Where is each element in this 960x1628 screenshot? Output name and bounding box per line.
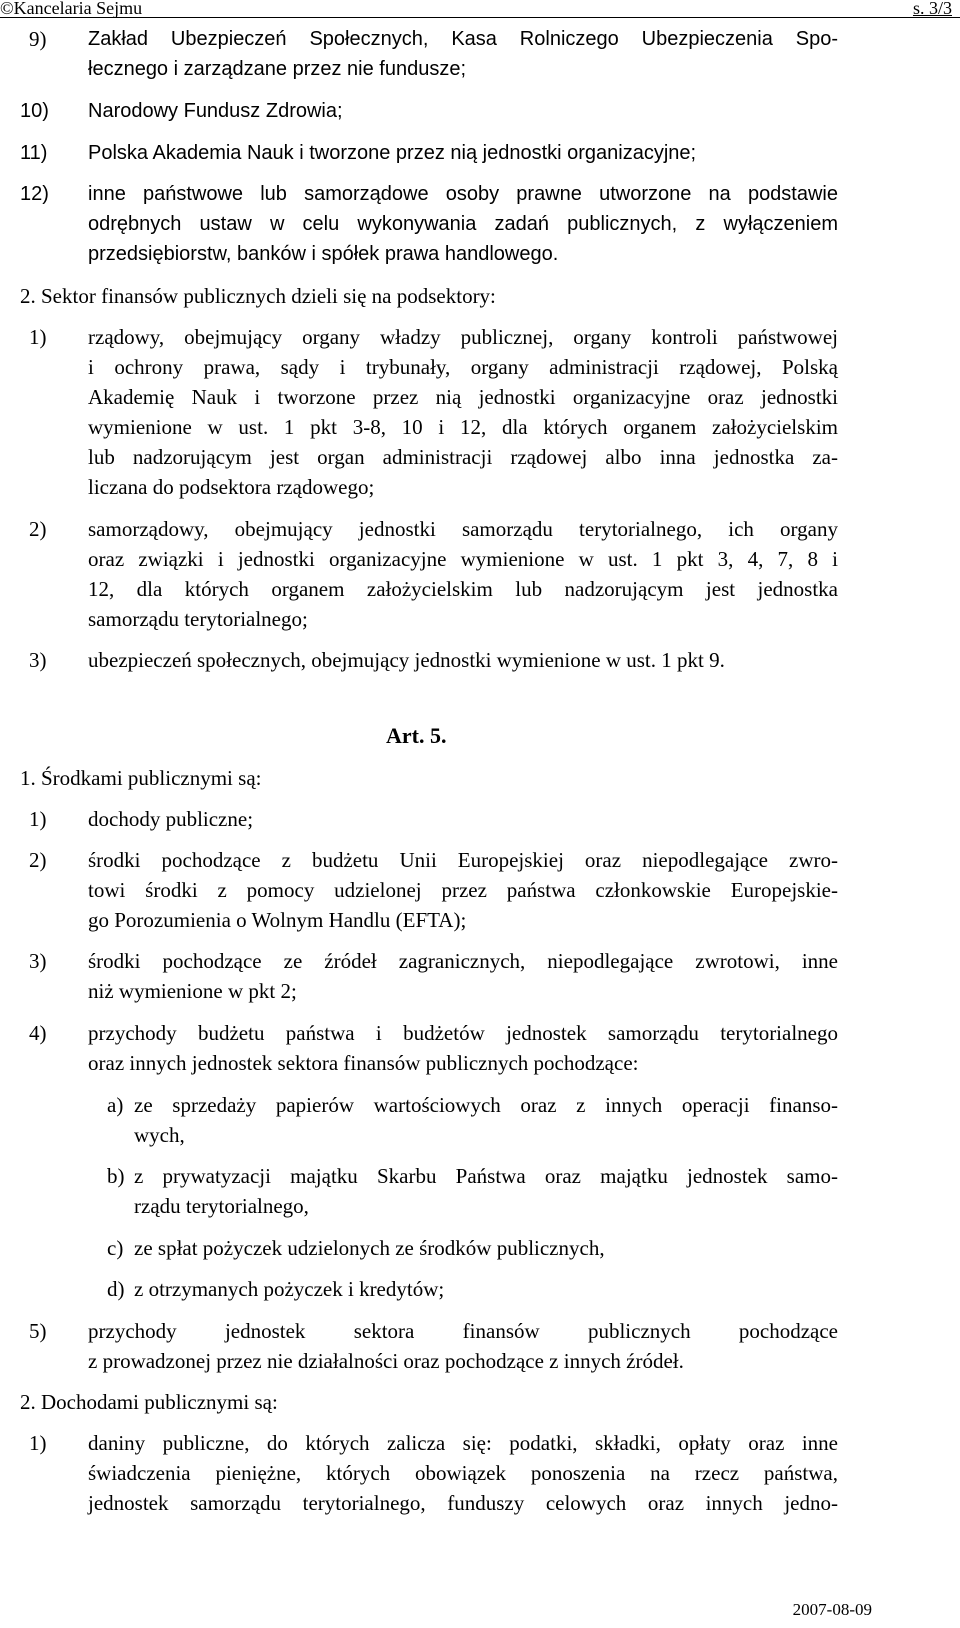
art5-pkt4-lit-b-num: b) <box>107 1164 125 1188</box>
art5-pkt3-line: niż wymienione w pkt 2; <box>88 979 297 1003</box>
art5-pkt4-line: przychody budżetu państwa i budżetów jednostek samorządu terytorialnego <box>88 1021 838 1045</box>
art5-pkt2-line: towi środki z pomocy udzielonej przez państwa członkowskie Europejskie- <box>88 878 838 902</box>
art5-ust2-pkt1-line: świadczenia pieniężne, których obowiązek ponoszenia na rzecz państwa, <box>88 1461 838 1485</box>
art5-pkt4-lit-c-num: c) <box>107 1236 124 1260</box>
art4-pkt10-text: Narodowy Fundusz Zdrowia; <box>88 100 343 122</box>
art5-pkt4-lit-b-line: z prywatyzacji majątku Skarbu Państwa oraz majątku jednostek samo- <box>134 1164 838 1188</box>
art4-ust2-pkt1-line: i ochrony prawa, sądy i trybunały, organy administracji rządowej, Polską <box>88 355 838 379</box>
art5-pkt4-lit-d-num: d) <box>107 1277 125 1301</box>
art4-pkt9-num: 9) <box>29 27 47 51</box>
art5-pkt5-line: z prowadzonej przez nie działalności oraz pochodzące z innych źródeł. <box>88 1349 684 1373</box>
art4-pkt9-line1: Zakład Ubezpieczeń Społecznych, Kasa Rolniczego Ubezpieczenia Spo- <box>88 28 838 50</box>
header-source: ©Kancelaria Sejmu <box>0 0 143 18</box>
art5-pkt4-lit-a-line: ze sprzedaży papierów wartościowych oraz z innych operacji finanso- <box>134 1093 838 1117</box>
art4-ust2-pkt2-line: 12, dla których organem założycielskim lub nadzorującym jest jednostka <box>88 577 838 601</box>
art5-ust2-intro: 2. Dochodami publicznymi są: <box>20 1390 278 1414</box>
art5-ust2-pkt1-num: 1) <box>29 1431 47 1455</box>
art5-ust2-pkt1-line: jednostek samorządu terytorialnego, funduszy celowych oraz innych jedno- <box>88 1491 838 1515</box>
header-divider <box>0 17 960 18</box>
art5-pkt1-text: dochody publiczne; <box>88 807 254 831</box>
art4-pkt10-num: 10) <box>20 100 49 122</box>
art5-pkt4-lit-a-line: wych, <box>134 1123 185 1147</box>
art5-ust1-intro: 1. Środkami publicznymi są: <box>20 766 262 790</box>
art4-ust2-pkt2-line: oraz związki i jednostki organizacyjne wymienione w ust. 1 pkt 3, 4, 7, 8 i <box>88 547 838 571</box>
art5-ust2-pkt1-line: daniny publiczne, do których zalicza się: podatki, składki, opłaty oraz inne <box>88 1431 838 1455</box>
art4-pkt11-num: 11) <box>20 142 48 164</box>
art4-ust2-pkt1-line: liczana do podsektora rządowego; <box>88 475 375 499</box>
page-number: s. 3/3 <box>912 0 952 18</box>
art4-ust2-pkt2-line: samorządowy, obejmujący jednostki samorządu terytorialnego, ich organy <box>88 517 838 541</box>
art4-ust2-pkt1-line: Akademię Nauk i tworzone przez nią jednostki organizacyjne oraz jednostki <box>88 385 838 409</box>
art4-pkt12-num: 12) <box>20 183 49 205</box>
footer-date: 2007-08-09 <box>792 1600 872 1619</box>
art4-ust2-pkt1-line: wymienione w ust. 1 pkt 3-8, 10 i 12, dla których organem założycielskim <box>88 415 838 439</box>
art4-ust2-pkt3-text: ubezpieczeń społecznych, obejmujący jednostki wymienione w ust. 1 pkt 9. <box>88 648 725 672</box>
art4-ust2-pkt2-line: samorządu terytorialnego; <box>88 607 308 631</box>
art4-ust2-pkt2-num: 2) <box>29 517 47 541</box>
art5-pkt5-num: 5) <box>29 1319 47 1343</box>
art5-pkt2-num: 2) <box>29 848 47 872</box>
article-heading: Art. 5. <box>386 723 447 748</box>
art5-pkt1-num: 1) <box>29 807 47 831</box>
art4-ust2-pkt3-num: 3) <box>29 648 47 672</box>
art5-pkt2-line: go Porozumienia o Wolnym Handlu (EFTA); <box>88 908 467 932</box>
art4-pkt12-line2: odrębnych ustaw w celu wykonywania zadań publicznych, z wyłączeniem <box>88 213 838 235</box>
art5-pkt2-line: środki pochodzące z budżetu Unii Europejskiej oraz niepodlegające zwro- <box>88 848 838 872</box>
art5-pkt5-line: przychody jednostek sektora finansów publicznych pochodzące <box>88 1319 838 1343</box>
art5-pkt3-line: środki pochodzące ze źródeł zagranicznych, niepodlegające zwrotowi, inne <box>88 949 838 973</box>
art4-ust2-pkt1-num: 1) <box>29 325 47 349</box>
art4-pkt11-text: Polska Akademia Nauk i tworzone przez nią jednostki organizacyjne; <box>88 142 697 164</box>
art5-pkt4-lit-c-text: ze spłat pożyczek udzielonych ze środków publicznych, <box>134 1236 605 1260</box>
art5-pkt4-lit-d-text: z otrzymanych pożyczek i kredytów; <box>134 1277 445 1301</box>
art4-ust2-pkt1-line: lub nadzorującym jest organ administracji rządowej albo inna jednostka za- <box>88 445 838 469</box>
art5-pkt4-num: 4) <box>29 1021 47 1045</box>
art5-pkt3-num: 3) <box>29 949 47 973</box>
art4-ust2-intro: 2. Sektor finansów publicznych dzieli się na podsektory: <box>20 284 496 308</box>
art4-pkt12-line1: inne państwowe lub samorządowe osoby prawne utworzone na podstawie <box>88 183 838 205</box>
art4-ust2-pkt1-line: rządowy, obejmujący organy władzy publicznej, organy kontroli państwowej <box>88 325 838 349</box>
art5-pkt4-lit-b-line: rządu terytorialnego, <box>134 1194 309 1218</box>
art4-pkt12-line3: przedsiębiorstw, banków i spółek prawa handlowego. <box>88 243 559 265</box>
art5-pkt4-lit-a-num: a) <box>107 1093 124 1117</box>
art5-pkt4-line: oraz innych jednostek sektora finansów publicznych pochodzące: <box>88 1051 639 1075</box>
art4-pkt9-line2: łecznego i zarządzane przez nie fundusze; <box>88 58 467 80</box>
